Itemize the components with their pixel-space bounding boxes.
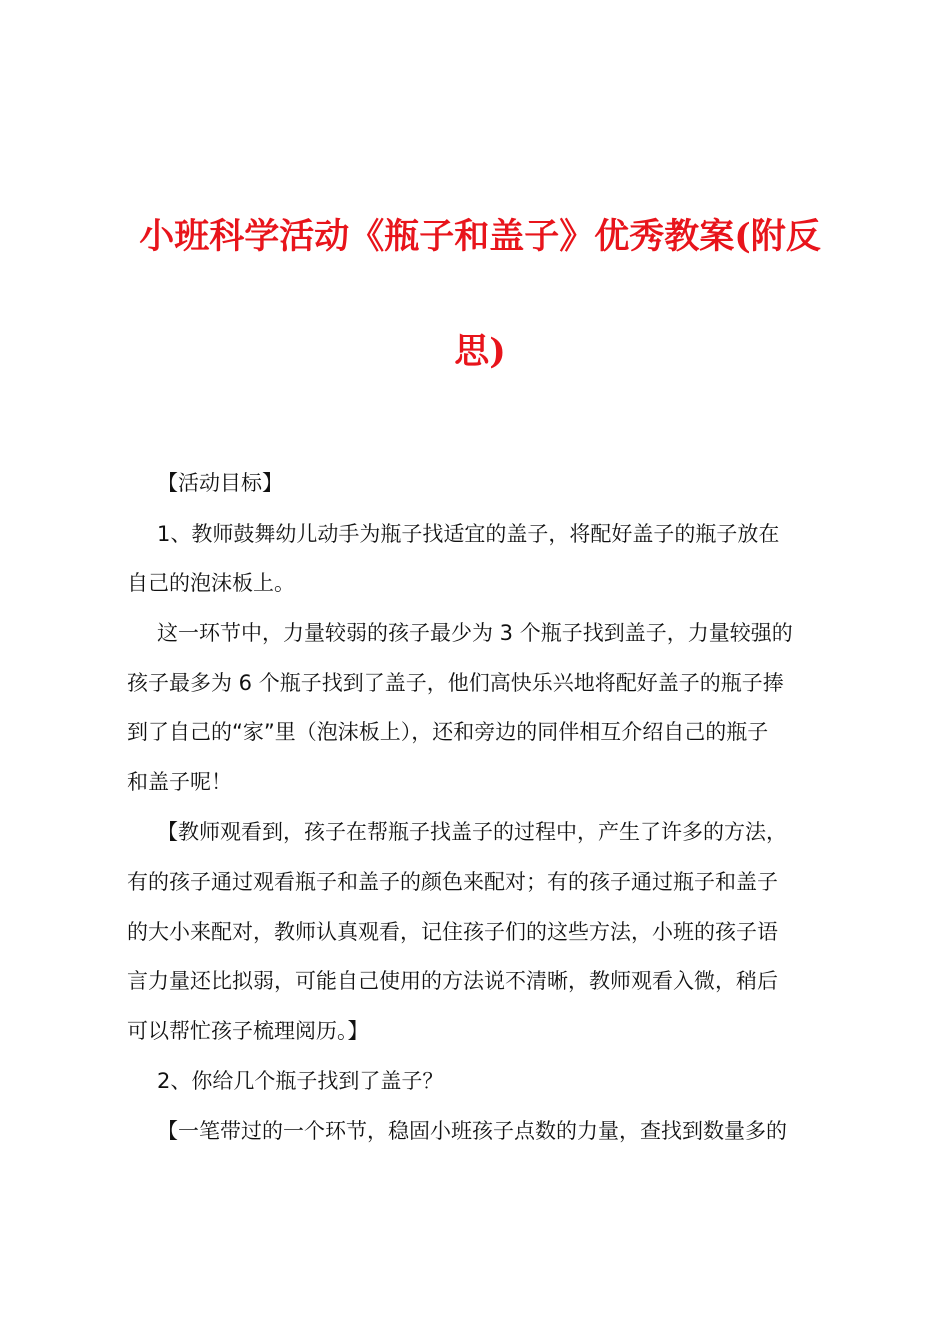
paragraph-line: 【教师观看到，孩子在帮瓶子找盖子的过程中，产生了许多的方法， (157, 820, 787, 844)
paragraph-line: 可以帮忙孩子梳理阅历。】 (127, 1019, 369, 1043)
document-title-line1: 小班科学活动《瓶子和盖子》优秀教案(附反 (139, 216, 821, 257)
paragraph-line: 自己的泡沫板上。 (127, 571, 295, 595)
paragraph-line: 2、你给几个瓶子找到了盖子？ (157, 1069, 444, 1093)
paragraph-line: 孩子最多为 6 个瓶子找到了盖子，他们高快乐兴地将配好盖子的瓶子捧 (127, 671, 784, 695)
paragraph-line: 【一笔带过的一个环节，稳固小班孩子点数的力量，查找到数量多的 (157, 1119, 787, 1143)
paragraph-line: 的大小来配对，教师认真观看，记住孩子们的这些方法，小班的孩子语 (127, 920, 778, 944)
paragraph-line: 1、教师鼓舞幼儿动手为瓶子找适宜的盖子，将配好盖子的瓶子放在 (157, 522, 780, 546)
paragraph-line: 有的孩子通过观看瓶子和盖子的颜色来配对；有的孩子通过瓶子和盖子 (127, 870, 778, 894)
paragraph-line: 和盖子呢！ (127, 770, 232, 794)
paragraph-line: 这一环节中，力量较弱的孩子最少为 3 个瓶子找到盖子，力量较强的 (157, 621, 793, 645)
document-title-line2: 思) (454, 331, 506, 372)
paragraph-line: 到了自己的“家”里（泡沫板上），还和旁边的同伴相互介绍自己的瓶子 (127, 720, 769, 744)
section-heading: 【活动目标】 (157, 471, 283, 495)
paragraph-line: 言力量还比拟弱，可能自己使用的方法说不清晰，教师观看入微，稍后 (127, 969, 778, 993)
